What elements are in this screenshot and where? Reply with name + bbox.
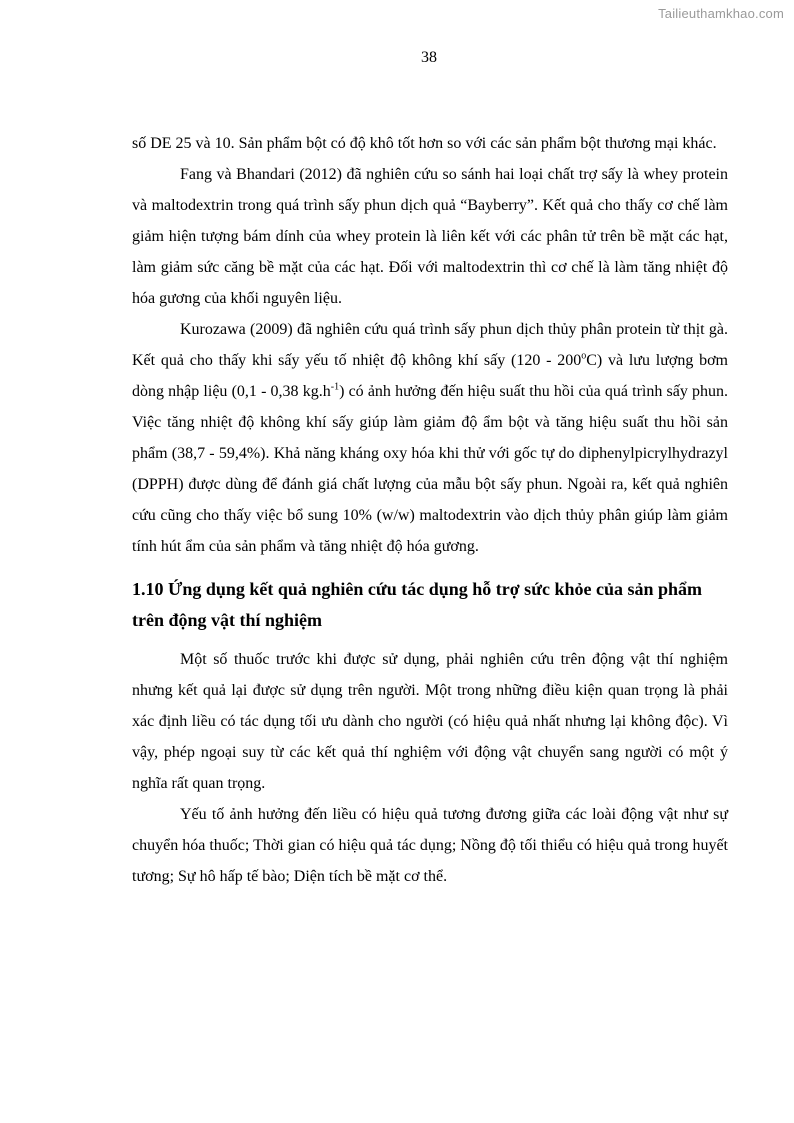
paragraph-fang-bhandari: Fang và Bhandari (2012) đã nghiên cứu so sánh hai loại chất trợ sấy là whey protein và maltodextrin trong quá trình sấy phun dịch quả “Bayberry”. Kết quả cho thấy cơ chế làm giảm hiện tượng bám dính của whey protein là liên kết với các phân tử trên bề mặt các hạt, làm giảm sức căng bề mặt của các hạt. Đối với maltodextrin thì cơ chế là làm tăng nhiệt độ hóa gương của khối nguyên liệu. xyxy=(132,166,728,307)
degree-superscript: o xyxy=(581,350,587,362)
paragraph-kurozawa-part3: ) có ảnh hưởng đến hiệu suất thu hồi của quá trình sấy phun. Việc tăng nhiệt độ không khí sấy giúp làm giảm độ ẩm bột và tăng hiệu suất thu hồi sản phẩm (38,7 - 59,4%). Khả năng kháng oxy hóa khi thử với gốc tự do diphenylpicrylhydrazyl (DPPH) được dùng để đánh giá chất lượng của mẫu bột sấy phun. Ngoài ra, kết quả nghiên cứu cũng cho thấy việc bổ sung 10% (w/w) maltodextrin vào dịch thủy phân giúp làm giảm tính hút ẩm của sản phẩm và tăng nhiệt độ hóa gương. xyxy=(132,383,729,555)
section-heading: 1.10 Ứng dụng kết quả nghiên cứu tác dụng hỗ trợ sức khỏe của sản phẩm trên động vật thí nghiệm xyxy=(132,579,703,630)
paragraph-animal-testing: Một số thuốc trước khi được sử dụng, phải nghiên cứu trên động vật thí nghiệm nhưng kết quả lại được sử dụng trên người. Một trong những điều kiện quan trọng là phải xác định liều có tác dụng tối ưu dành cho người (có hiệu quả nhất nhưng lại không độc). Vì vậy, phép ngoại suy từ các kết quả thí nghiệm với động vật chuyển sang người có một ý nghĩa rất quan trọng. xyxy=(132,651,728,792)
paragraph-kurozawa xyxy=(132,314,728,562)
page-content xyxy=(132,128,728,892)
page-number: 38 xyxy=(421,49,437,66)
paragraph-continuation: số DE 25 và 10. Sản phẩm bột có độ khô tốt hơn so với các sản phẩm bột thương mại khác. xyxy=(132,135,717,152)
paragraph-dose-factors: Yếu tố ảnh hưởng đến liều có hiệu quả tương đương giữa các loài động vật như sự chuyển hóa thuốc; Thời gian có hiệu quả tác dụng; Nồng độ tối thiểu có hiệu quả trong huyết tương; Sự hô hấp tế bào; Diện tích bề mặt cơ thể. xyxy=(132,806,728,885)
exponent-superscript: -1 xyxy=(330,381,340,393)
paragraph-kurozawa-part2: C) và lưu lượng bơm dòng nhập liệu (0,1 - 0,38 kg.h xyxy=(132,352,729,400)
paragraph-kurozawa-part1: Kurozawa (2009) đã nghiên cứu quá trình sấy phun dịch thủy phân protein từ thịt gà. Kết quả cho thấy khi sấy yếu tố nhiệt độ không khí sấy (120 - 200 xyxy=(132,321,728,369)
watermark: Tailieuthamkhao.com xyxy=(658,6,784,21)
